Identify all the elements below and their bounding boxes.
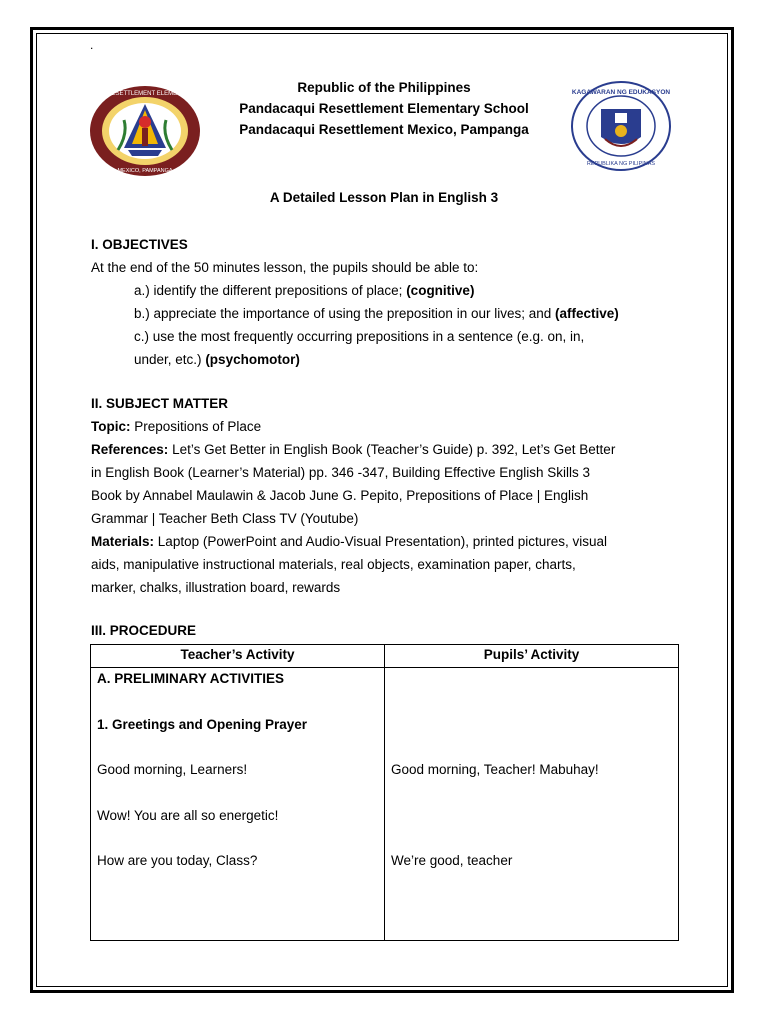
subject-matter-section <box>91 392 686 599</box>
procedure-heading: III. PROCEDURE <box>91 623 197 638</box>
objectives-intro: At the end of the 50 minutes lesson, the pupils should be able to: <box>91 260 479 275</box>
objective-text: a.) identify the different prepositions of place; <box>134 283 403 298</box>
stray-dot: . <box>90 38 94 52</box>
header-line-1: Republic of the Philippines <box>297 80 471 95</box>
column-header-pupils: Pupils’ Activity <box>385 645 679 668</box>
greetings-heading: 1. Greetings and Opening Prayer <box>97 716 308 732</box>
objective-tag: (psychomotor) <box>205 352 300 367</box>
header-line-2: Pandacaqui Resettlement Elementary School <box>239 101 529 116</box>
topic-line <box>91 415 686 438</box>
references-text: in English Book (Learner’s Material) pp. 346 -347, Building Effective English Skills 3 <box>91 465 591 480</box>
materials-text: aids, manipulative instructional materials, real objects, examination paper, charts, <box>91 557 576 572</box>
objectives-section <box>91 233 686 371</box>
objective-text: under, etc.) <box>134 352 202 367</box>
teacher-line: Wow! You are all so energetic! <box>97 807 279 823</box>
subject-matter-heading: II. SUBJECT MATTER <box>91 396 229 411</box>
objective-item <box>91 302 686 325</box>
objectives-heading: I. OBJECTIVES <box>91 237 188 252</box>
references-text: Let’s Get Better in English Book (Teacher’s Guide) p. 392, Let’s Get Better <box>172 442 616 457</box>
objective-item-continued <box>91 348 686 371</box>
procedure-table <box>90 644 679 941</box>
teacher-activity-cell <box>91 668 385 941</box>
objective-tag: (cognitive) <box>406 283 475 298</box>
document-header <box>200 77 568 140</box>
teacher-line: How are you today, Class? <box>97 853 258 868</box>
seal-left-top-text: PANDACAQUI RESETTLEMENT ELEMENTARY SCHOOL <box>66 91 224 97</box>
materials-text: marker, chalks, illustration board, rewards <box>91 580 341 595</box>
document-title: A Detailed Lesson Plan in English 3 <box>269 190 499 205</box>
objective-tag: (affective) <box>555 306 619 321</box>
objective-text: c.) use the most frequently occurring prepositions in a sentence (e.g. on, in, <box>134 329 585 344</box>
materials-line <box>91 530 686 553</box>
materials-text: Laptop (PowerPoint and Audio-Visual Presentation), printed pictures, visual <box>157 534 608 549</box>
objective-item <box>91 279 686 302</box>
objective-item <box>91 325 686 348</box>
school-seal-logo <box>66 84 224 178</box>
seal-left-bottom-text: MEXICO, PAMPANGA <box>117 168 173 174</box>
seal-right-top-text: KAGAWARAN NG EDUKASYON <box>571 89 671 96</box>
references-text: Grammar | Teacher Beth Class TV (Youtube) <box>91 511 359 526</box>
topic-label: Topic: <box>91 419 131 434</box>
references-text: Book by Annabel Maulawin & Jacob June G. Pepito, Prepositions of Place | English <box>91 488 589 503</box>
preliminary-activities-heading: A. PRELIMINARY ACTIVITIES <box>97 671 285 686</box>
materials-label: Materials: <box>91 534 155 549</box>
pupil-line: Good morning, Teacher! Mabuhay! <box>391 762 599 777</box>
pupils-activity-cell <box>385 668 679 941</box>
references-line <box>91 438 686 461</box>
topic-value: Prepositions of Place <box>134 419 262 434</box>
seal-right-bottom-text: REPUBLIKA NG PILIPINAS <box>586 161 656 167</box>
pupil-line: We’re good, teacher <box>391 853 513 868</box>
deped-seal-logo <box>571 81 671 171</box>
teacher-line: Good morning, Learners! <box>97 762 248 777</box>
references-label: References: <box>91 442 169 457</box>
objective-text: b.) appreciate the importance of using the preposition in our lives; and <box>134 306 552 321</box>
header-line-3: Pandacaqui Resettlement Mexico, Pampanga <box>239 122 529 137</box>
column-header-teacher: Teacher’s Activity <box>91 645 385 668</box>
